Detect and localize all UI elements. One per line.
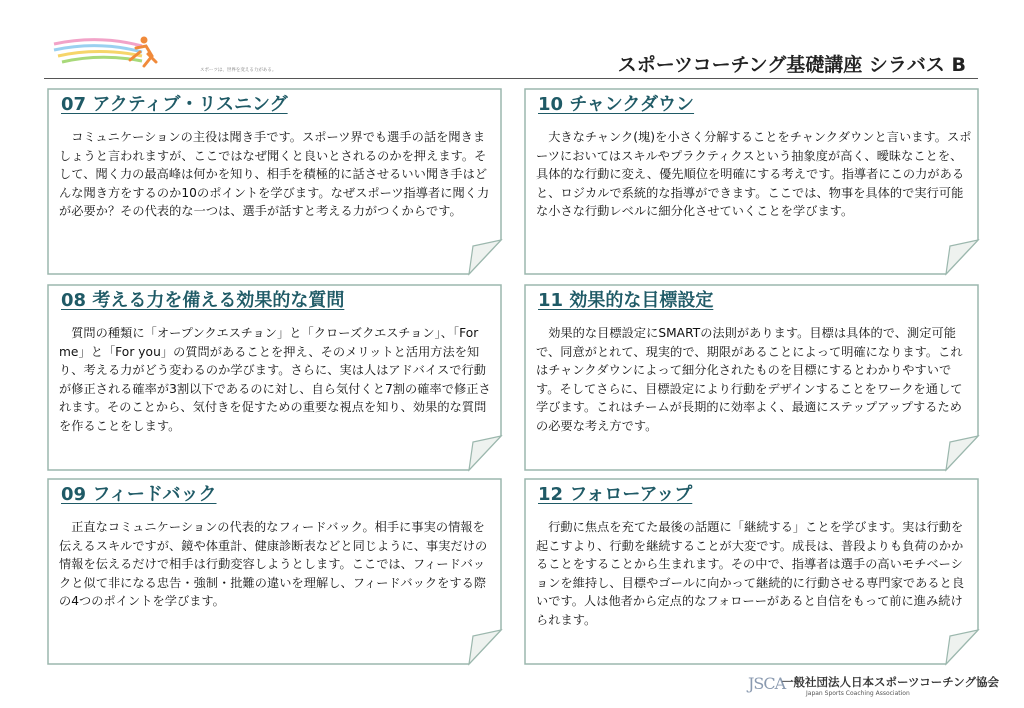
syllabus-card-10 (524, 88, 979, 275)
syllabus-card-12 (524, 478, 979, 665)
page-title: スポーツコーチング基礎講座 シラバス B (617, 54, 966, 76)
association-name: 一般社団法人日本スポーツコーチング協会 (782, 675, 1000, 689)
title-divider (44, 78, 978, 79)
card-body: 行動に焦点を充てた最後の話題に「継続する」ことを学びます。実は行動を起こすより、行動を継続することが大変です。成長は、普段よりも負荷のかかることをすることから生まれます。その中で、指導者は選手の高いモチベーションを維持し、目標やゴールに向かって継続的に行動させる専門家であると良いです。人は他者から定点的なフォローーがあると自信をもって前に進み続けられます。 (536, 520, 965, 627)
association-logo (748, 672, 1000, 702)
brand-logo (52, 26, 277, 76)
syllabus-card-09 (47, 478, 502, 665)
card-body: 正直なコミュニケーションの代表的なフィードバック。相手に事実の情報を伝えるスキルですが、鏡や体重計、健康診断表などと同じように、事実だけの情報を伝えるだけで相手は行動変容しようとします。ここでは、フィードバックと似て非になる忠告・強制・批難の違いを理解し、フィードバックをする際の4つのポイントを学びます。 (59, 520, 488, 608)
brand-tagline: スポーツは、世界を変える力がある。 (200, 68, 277, 73)
card-heading: 07 アクティブ・リスニング (61, 94, 288, 115)
jsca-mark: JSCA (748, 674, 786, 693)
card-body: 効果的な目標設定にSMARTの法則があります。目標は具体的で、測定可能で、同意がとれて、現実的で、期限があることによって明確になります。これはチャンクダウンによって細分化されたものを目標にするとわかりやすいです。そしてさらに、目標設定により行動をデザインすることをワークを通して学びます。これはチームが長期的に効率よく、最適にステップアップするための必要な考え方です。 (536, 326, 963, 433)
syllabus-card-11 (524, 284, 979, 471)
card-heading: 11 効果的な目標設定 (538, 290, 714, 311)
card-heading: 09 フィードバック (61, 484, 217, 505)
card-body: 質問の種類に「オープンクエスチョン」と「クローズクエスチョン」、「For me」と「For you」の質問があることを押え、そのメリットと活用方法を知り、考える力がどう変わるのか学びます。さらに、実は人はアドバイスで行動が修正される確率が3割以下であるのに対し、自ら気付くと7割の確率で修正されます。そのことから、気付きを促すための重要な視点を知り、効果的な質問を作ることをします。 (59, 326, 491, 433)
card-body: コミュニケーションの主役は聞き手です。スポーツ界でも選手の話を聞きましょうと言われますが、ここではなぜ聞くと良いとされるのかを押えます。そして、聞く力の最高峰は何かを知り、相手を積極的に話させるいい聞き手はどんな聞き方をするのか10のポイントを学びます。なぜスポーツ指導者に聞く力が必要か？その代表的な一つは、選手が話すと考える力がつくからです。 (59, 130, 490, 218)
syllabus-card-08 (47, 284, 502, 471)
card-heading: 10 チャンクダウン (538, 94, 695, 115)
card-heading: 08 考える力を備える効果的な質問 (61, 290, 345, 311)
card-heading: 12 フォローアップ (538, 484, 693, 505)
syllabus-card-07 (47, 88, 502, 275)
association-name-en: Japan Sports Coaching Association (806, 690, 910, 697)
card-body: 大きなチャンク(塊)を小さく分解することをチャンクダウンと言います。スポーツにおいてはスキルやプラクティクスという抽象度が高く、曖昧なことを、具体的な行動に変え、優先順位を明確にする考えです。指導者にこの力があると、ロジカルで系統的な指導ができます。ここでは、物事を具体的で実行可能な小さな行動レベルに細分化させていくことを学びます。 (536, 130, 972, 218)
